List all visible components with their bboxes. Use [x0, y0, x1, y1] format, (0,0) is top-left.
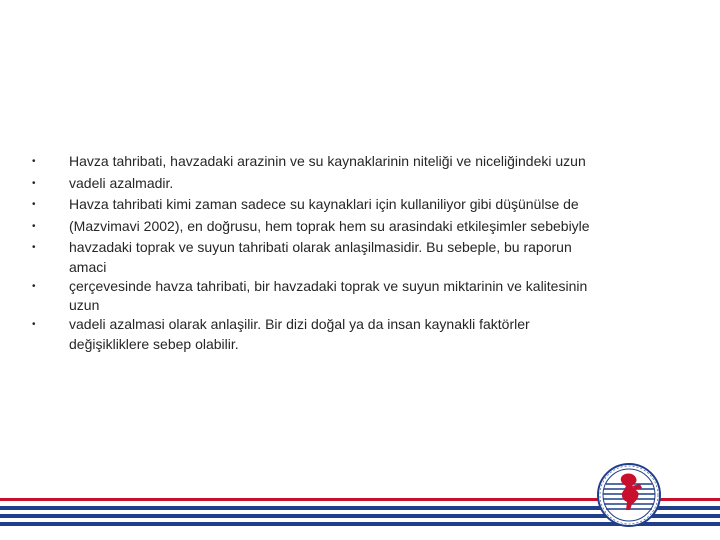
bullet-marker: • — [32, 199, 36, 210]
bullet-text: çerçevesinde havza tahribati, bir havzadaki toprak ve suyun miktarinin ve kalitesinin — [69, 277, 588, 294]
bullet-text: vadeli azalmadir. — [69, 174, 174, 191]
university-seal-icon — [596, 462, 662, 528]
bullet-list — [32, 151, 672, 353]
bullet-item — [32, 314, 672, 336]
bullet-text: değişikliklere sebep olabilir. — [69, 335, 239, 352]
bullet-text: uzun — [69, 297, 100, 313]
bullet-text: amaci — [69, 258, 107, 275]
bullet-item — [32, 194, 672, 216]
bullet-marker: • — [32, 156, 36, 167]
bullet-item — [32, 151, 672, 173]
bullet-text: havzadaki toprak ve suyun tahribati olarak anlaşilmasidir. Bu sebeple, bu raporun — [69, 239, 572, 255]
bullet-continuation — [32, 259, 672, 276]
bullet-continuation — [32, 297, 672, 314]
bullet-marker: • — [32, 177, 36, 189]
bullet-marker: • — [32, 220, 36, 232]
bullet-text: vadeli azalmasi olarak anlaşilir. Bir dizi doğal ya da insan kaynakli faktörler — [69, 316, 530, 332]
bullet-item — [32, 237, 672, 259]
bullet-item — [32, 216, 672, 238]
bullet-marker: • — [32, 319, 36, 330]
bullet-marker: • — [32, 280, 36, 292]
bullet-text: (Mazvimavi 2002), en doğrusu, hem toprak hem su arasindaki etkileşimler sebebiyle — [69, 217, 590, 234]
bullet-item — [32, 173, 672, 195]
bullet-text: Havza tahribati kimi zaman sadece su kaynaklari için kullaniliyor gibi düşünülse de — [69, 196, 579, 212]
bullet-item — [32, 276, 672, 298]
bullet-continuation — [32, 336, 672, 353]
bullet-marker: • — [32, 242, 36, 253]
bullet-text: Havza tahribati, havzadaki arazinin ve su kaynaklarinin niteliği ve niceliğindeki uzun — [69, 153, 586, 169]
